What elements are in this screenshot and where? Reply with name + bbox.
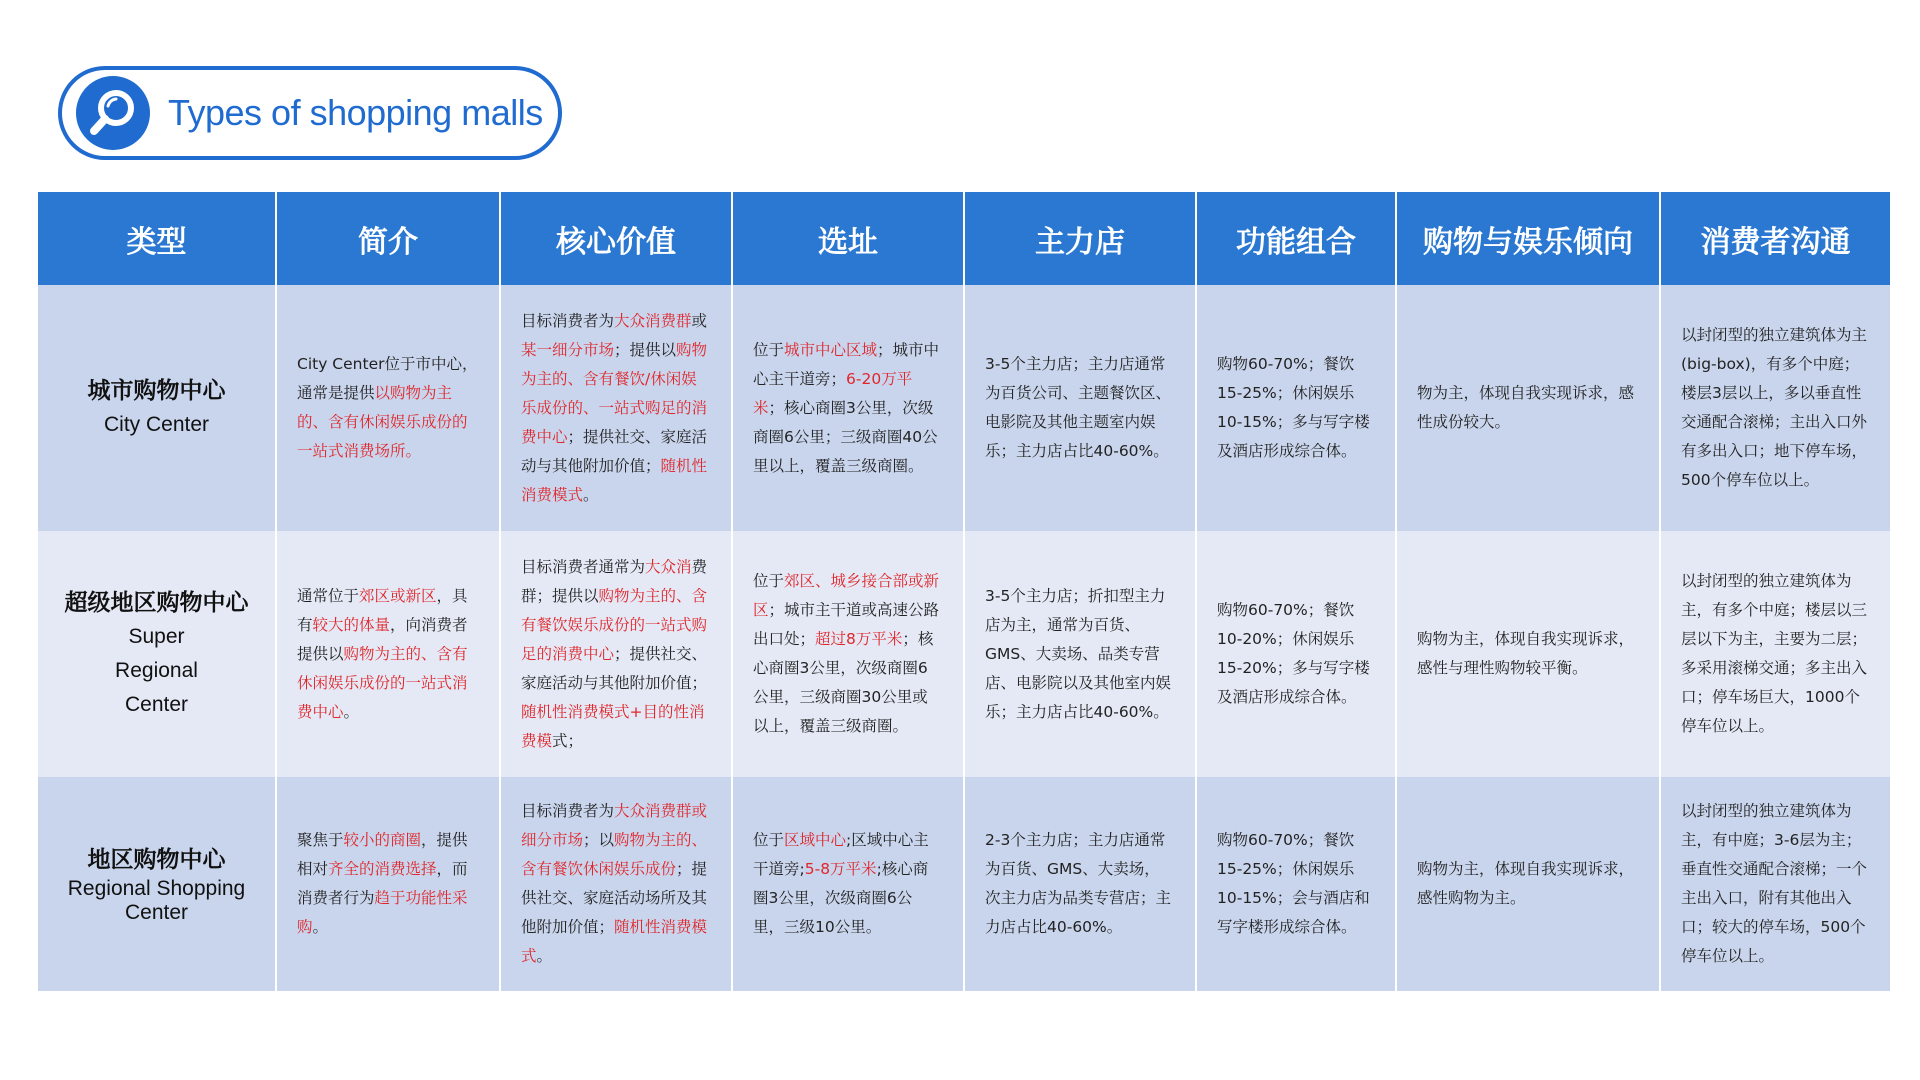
- type-name-en: City Center: [103, 413, 210, 436]
- header-core-value: 核心价值: [500, 192, 732, 285]
- function-mix-cell: 购物60-70%；餐饮10-20%；休闲娱乐15-20%；多与写字楼及酒店形成综合体。: [1196, 531, 1396, 777]
- text-segment: ，提供相对: [297, 831, 468, 878]
- highlight-text: 5-8万平米: [804, 860, 877, 878]
- highlight-text: 随机性消费模式: [521, 918, 708, 965]
- highlight-text: 购物为主的、含有餐饮休闲娱乐成份: [521, 831, 708, 878]
- text-segment: ；城市中心主干道旁；: [753, 340, 940, 388]
- text-segment: ，向消费者提供以: [297, 615, 468, 663]
- highlight-text: 6-20万平米: [753, 369, 913, 417]
- highlight-text: 较大的体量: [312, 615, 391, 634]
- type-name-en: Super Regional Center: [115, 625, 198, 716]
- text-segment: 。: [536, 947, 553, 965]
- tendency-cell: 购物为主，体现自我实现诉求，感性与理性购物较平衡。: [1396, 531, 1660, 777]
- header-function-mix: 功能组合: [1196, 192, 1396, 285]
- text-segment: ，具有: [297, 586, 468, 634]
- communication-cell: 以封闭型的独立建筑体为主(big-box)，有多个中庭；楼层3层以上，多以垂直性交通配合滚梯；主出入口外有多出入口；地下停车场，500个停车位以上。: [1660, 285, 1890, 531]
- location-cell: [732, 531, 964, 777]
- header-type: 类型: [38, 192, 276, 285]
- highlight-text: 郊区或新区: [359, 586, 437, 605]
- type-name-zh: 超级地区购物中心: [64, 590, 249, 616]
- header-location: 选址: [732, 192, 964, 285]
- header-intro: 简介: [276, 192, 500, 285]
- highlight-text: 式消费场所。: [328, 442, 422, 460]
- highlight-text: 齐全的消费选择: [328, 860, 437, 878]
- location-cell: [732, 777, 964, 991]
- type-cell: [38, 285, 276, 531]
- text-segment: ；提供社交、家庭活动与其他附加价值；: [521, 644, 708, 692]
- page-title: Types of shopping malls: [168, 92, 543, 133]
- text-segment: 目标消费者为: [521, 802, 615, 820]
- highlight-text: 随机性消费模式: [521, 456, 708, 504]
- highlight-text: 区域中心: [784, 831, 847, 849]
- table-row: [38, 777, 1890, 991]
- core-value-cell: [500, 531, 732, 777]
- text-segment: 目标消费者通常为: [521, 557, 646, 576]
- tendency-cell: 购物为主，体现自我实现诉求，感性购物为主。: [1396, 777, 1660, 991]
- text-segment: ;区域中心主干道旁;: [753, 831, 929, 878]
- type-name-zh: 地区购物中心: [87, 847, 226, 873]
- highlight-text: 大众消费群: [614, 311, 692, 330]
- highlight-text: 以购物为主的、含有休闲娱乐成份的一站: [297, 384, 468, 460]
- highlight-text: 郊区、城乡接合部或新区: [753, 572, 940, 619]
- highlight-text: 城市中心区域: [784, 340, 878, 359]
- header-communication: 消费者沟通: [1660, 192, 1890, 285]
- type-name-zh: 城市购物中心: [87, 378, 226, 404]
- table-row: [38, 531, 1890, 777]
- anchor-store-cell: 3-5个主力店；折扣型主力店为主，通常为百货、GMS、大卖场、品类专营店、电影院以及其他室内娱乐；主力店占比40-60%。: [964, 531, 1196, 777]
- header-anchor-store: 主力店: [964, 192, 1196, 285]
- core-value-cell: [500, 285, 732, 531]
- intro-cell: [276, 777, 500, 991]
- highlight-text: 购物为主的、含有餐饮/休闲娱乐成份的、一站式购足的消费中心: [521, 340, 708, 446]
- header-tendency: 购物与娱乐倾向: [1396, 192, 1660, 285]
- text-segment: ；提供以: [614, 340, 677, 359]
- text-segment: 位于: [753, 572, 785, 590]
- text-segment: 目标消费者为: [521, 311, 615, 330]
- text-segment: ；核心商圈3公里，次级商圈6公里，三级商圈30公里或以上，覆盖三级商圈。: [753, 630, 934, 735]
- text-segment: 。: [312, 918, 329, 936]
- highlight-text: 趋于功能性采购: [297, 889, 468, 936]
- intro-cell: [276, 285, 500, 531]
- highlight-text: 较小的商圈: [343, 831, 422, 849]
- communication-cell: 以封闭型的独立建筑体为主，有中庭；3-6层为主；垂直性交通配合滚梯；一个主出入口，附有其他出入口；较大的停车场，500个停车位以上。: [1660, 777, 1890, 991]
- highlight-text: 大众消费群或细分市场: [521, 802, 708, 849]
- anchor-store-cell: 2-3个主力店；主力店通常为百货、GMS、大卖场，次主力店为品类专营店；主力店占比40-60%。: [964, 777, 1196, 991]
- text-segment: 式；: [552, 731, 584, 750]
- communication-cell: 以封闭型的独立建筑体为主，有多个中庭；楼层以三层以下为主，主要为二层；多采用滚梯交通；多主出入口；停车场巨大，1000个停车位以上。: [1660, 531, 1890, 777]
- text-segment: 聚焦于: [297, 831, 344, 849]
- type-cell: [38, 531, 276, 777]
- text-segment: City Center位于市中心，通常是提供: [297, 355, 478, 402]
- text-segment: ，而消费者行为: [297, 860, 468, 907]
- table-row: [38, 285, 1890, 531]
- text-segment: ;核心商圈3公里，次级商圈6公里，三级10公里。: [753, 860, 929, 936]
- type-cell: [38, 777, 276, 991]
- highlight-text: 某一细分市场: [521, 340, 615, 359]
- text-segment: 位于: [753, 831, 785, 849]
- anchor-store-cell: 3-5个主力店；主力店通常为百货公司、主题餐饮区、电影院及其他主题室内娱乐；主力店占比40-60%。: [964, 285, 1196, 531]
- text-segment: ；核心商圈3公里，次级商圈6公里；三级商圈40公里以上，覆盖三级商圈。: [753, 398, 938, 475]
- text-segment: 。: [343, 702, 360, 721]
- search-icon: [76, 76, 150, 150]
- highlight-text: 随机性消费模式+目的性消费模: [521, 702, 705, 750]
- text-segment: ；提供社交、家庭活动场所及其他附加价值；: [521, 860, 708, 936]
- highlight-text: 购物为主的、含有休闲娱乐成份的一站式消费中心: [297, 644, 468, 721]
- text-segment: 费群；提供以: [521, 557, 708, 605]
- mall-types-table: [38, 192, 1890, 991]
- text-segment: 通常位于: [297, 586, 360, 605]
- title-banner: [58, 66, 562, 160]
- highlight-text: 超过8万平米: [815, 630, 903, 648]
- intro-cell: [276, 531, 500, 777]
- tendency-cell: 物为主，体现自我实现诉求，感性成份较大。: [1396, 285, 1660, 531]
- text-segment: 。: [583, 485, 599, 504]
- highlight-text: 大众消: [645, 557, 692, 576]
- function-mix-cell: 购物60-70%；餐饮15-25%；休闲娱乐10-15%；多与写字楼及酒店形成综合体。: [1196, 285, 1396, 531]
- table-header-row: [38, 192, 1890, 285]
- text-segment: ；提供社交、家庭活动与其他附加价值；: [521, 427, 708, 475]
- function-mix-cell: 购物60-70%；餐饮15-25%；休闲娱乐10-15%；会与酒店和写字楼形成综合体。: [1196, 777, 1396, 991]
- text-segment: 或: [691, 311, 708, 330]
- text-segment: 位于: [753, 340, 785, 359]
- highlight-text: 购物为主的、含有餐饮娱乐成份的一站式购足的消费中心: [521, 586, 708, 663]
- location-cell: [732, 285, 964, 531]
- text-segment: ；城市主干道或高速公路出口处；: [753, 601, 940, 648]
- core-value-cell: [500, 777, 732, 991]
- type-name-en: Regional Shopping Center: [67, 877, 246, 924]
- text-segment: ；以: [583, 831, 615, 849]
